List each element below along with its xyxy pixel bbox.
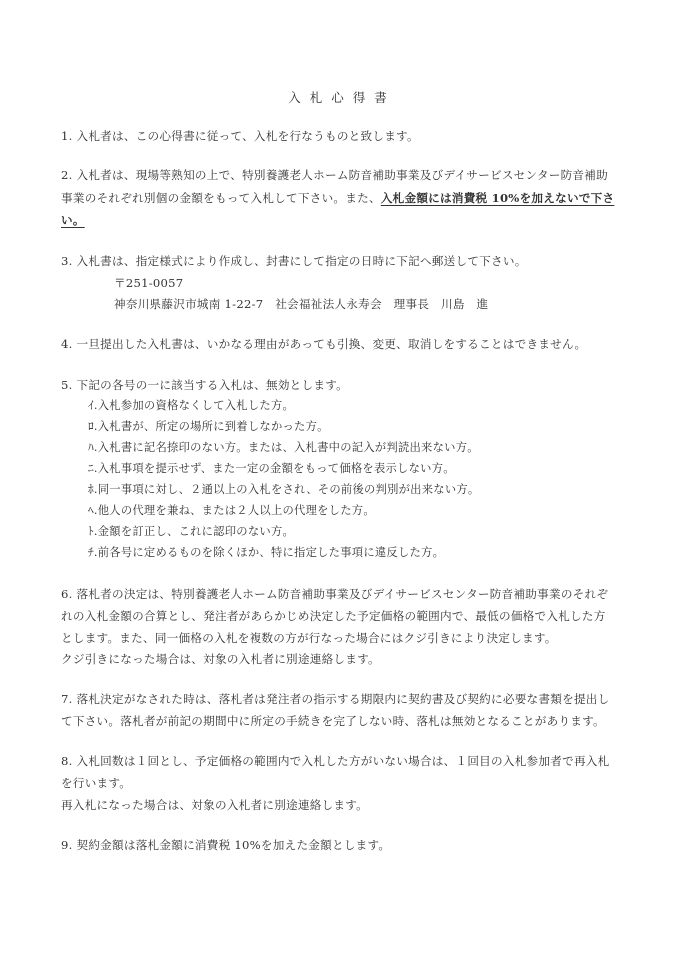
clause-2-line-3 — [61, 212, 85, 228]
clause-5-intro: 5. 下記の各号の一に該当する入札は、無効とします。 — [61, 378, 348, 392]
invalid-condition-6: ﾍ.他人の代理を兼ね、または２人以上の代理をした方。 — [88, 504, 375, 517]
postal-code: 〒251-0057 — [114, 276, 184, 290]
clause-6-line-2: れの入札金額の合算とし、発注者があらかじめ決定した予定価格の範囲内で、最低の価格で入札した方 — [61, 609, 606, 623]
invalid-condition-7: ﾄ.金額を訂正し、これに認印のない方。 — [88, 525, 295, 538]
invalid-condition-8: ﾁ.前各号に定めるものを除くほか、特に指定した事項に違反した方。 — [88, 546, 445, 559]
clause-7-line-2: て下さい。落札者が前記の期間中に所定の手続きを完了しない時、落札は無効となることがあります。 — [61, 714, 605, 728]
clause-3-line-1: 3. 入札書は、指定様式により作成し、封書にして指定の日時に下記へ郵送して下さい。 — [61, 254, 527, 268]
clause-6-line-4: クジ引きになった場合は、対象の入札者に別途連絡します。 — [61, 652, 380, 666]
clause-7-line-1: 7. 落札決定がなされた時は、落札者は発注者の指示する期限内に契約書及び契約に必要な書類を提出し — [61, 692, 610, 706]
clause-2-line-2 — [61, 190, 614, 206]
tax-exclusion-notice-end: い。 — [61, 213, 85, 227]
clause-9: 9. 契約金額は落札金額に消費税 10%を加えた金額とします。 — [61, 838, 391, 852]
document-title: 入札心得書 — [288, 90, 396, 105]
invalid-condition-1: ｲ.入札参加の資格なくして入札した方。 — [88, 399, 295, 412]
clause-6-line-3: とします。また、同一価格の入札を複数の方が行なった場合にはクジ引きにより決定します。 — [61, 631, 557, 645]
invalid-condition-3: ﾊ.入札書に記名捺印のない方。または、入札書中の記入が判読出来ない方。 — [88, 441, 479, 454]
clause-6-line-1: 6. 落札者の決定は、特別養護老人ホーム防音補助事業及びデイサービスセンター防音補助事業のそれぞ — [61, 587, 609, 601]
invalid-condition-4: ﾆ.入札事項を提示せず、また一定の金額をもって価格を表示しない方。 — [88, 462, 455, 475]
clause-2-plain-text: 事業のそれぞれ別個の金額をもって入札して下さい。また、 — [61, 191, 381, 205]
tax-exclusion-notice: 入札金額には消費税 10%を加えないで下さ — [380, 191, 615, 205]
invalid-condition-2: ﾛ.入札書が、所定の場所に到着しなかった方。 — [88, 420, 329, 433]
mailing-address: 神奈川県藤沢市城南 1-22-7 社会福祉法人永寿会 理事長 川島 進 — [114, 297, 489, 311]
clause-2-line-1: 2. 入札者は、現場等熟知の上で、特別養護老人ホーム防音補助事業及びデイサービスセンター防音補助 — [61, 168, 608, 182]
clause-8-line-2: を行います。 — [61, 776, 132, 790]
clause-4: 4. 一旦提出した入札書は、いかなる理由があっても引換、変更、取消しをすることはできません。 — [61, 337, 587, 351]
clause-1: 1. 入札者は、この心得書に従って、入札を行なうものと致します。 — [61, 129, 419, 143]
clause-8-line-3: 再入札になった場合は、対象の入札者に別途連絡します。 — [61, 798, 369, 812]
clause-8-line-1: 8. 入札回数は１回とし、予定価格の範囲内で入札した方がいない場合は、１回目の入札参加者で再入札 — [61, 754, 610, 768]
invalid-condition-5: ﾎ.同一事項に対し、２通以上の入札をされ、その前後の判別が出来ない方。 — [88, 483, 480, 496]
